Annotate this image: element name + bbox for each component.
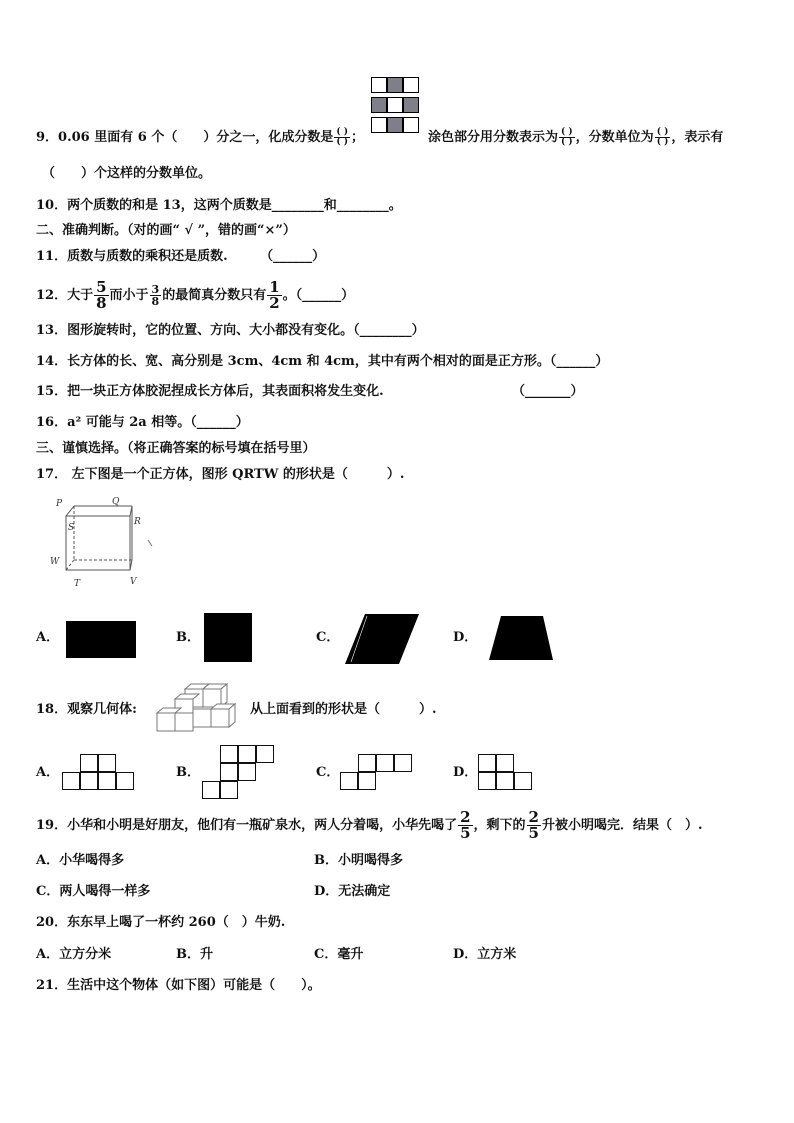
cube-label-t: T bbox=[74, 579, 81, 589]
q12-fraction-3-8: $\frac{3}{8}$ bbox=[151, 283, 160, 308]
q19-option-c[interactable]: C．两人喝得一样多 bbox=[36, 884, 151, 899]
q19-option-d[interactable]: D．无法确定 bbox=[314, 884, 391, 899]
q9-text-a: 9．0.06 里面有 6 个（ ）分之一，化成分数是 bbox=[36, 130, 334, 145]
q17-option-a[interactable]: A． bbox=[36, 630, 60, 645]
q19-option-b[interactable]: B．小明喝得多 bbox=[314, 853, 403, 868]
q9-line1: 9．0.06 里面有 6 个（ ）分之一，化成分数是 $\frac{( )}{( )}$ ； bbox=[36, 127, 365, 147]
q9-line2: （ ）个这样的分数单位。 bbox=[42, 166, 212, 181]
cube-label-v: V bbox=[130, 577, 137, 587]
q20-option-d[interactable]: D．立方米 bbox=[453, 947, 517, 962]
section3-heading: 三、谨慎选择。（将正确答案的标号填在括号里） bbox=[36, 441, 316, 456]
q20-option-c[interactable]: C．毫升 bbox=[314, 947, 364, 962]
cube-label-q: Q bbox=[112, 497, 120, 507]
q15-blank: （_______） bbox=[512, 384, 584, 399]
q9-line1-cont: 涂色部分用分数表示为 $\frac{( )}{( )}$ ，分数单位为 $\frac{( )}{( )}$ ，表示有 bbox=[428, 127, 724, 147]
q14: 14．长方体的长、宽、高分别是 3cm、4cm 和 4cm，其中有两个相对的面是正方形。（______） bbox=[36, 354, 609, 369]
q18-option-b[interactable]: B． bbox=[176, 765, 200, 780]
q13: 13．图形旋转时，它的位置、方向、大小都没有变化。（________） bbox=[36, 323, 425, 338]
q19: 19．小华和小明是好朋友，他们有一瓶矿泉水，两人分着喝，小华先喝了 $\frac{2}{5}$ ，剩下的 $\frac{2}{5}$ 升被小明喝完．结果（ ）. bbox=[36, 808, 703, 842]
cube-diagram bbox=[44, 494, 162, 590]
q21: 21．生活中这个物体（如下图）可能是（ ）。 bbox=[36, 978, 321, 993]
rectangle-shape bbox=[66, 621, 136, 658]
q12-fraction-5-8: $\frac{5}{8}$ bbox=[96, 278, 107, 312]
cube-label-r: R bbox=[134, 517, 141, 527]
q20-option-a[interactable]: A．立方分米 bbox=[36, 947, 112, 962]
q19-option-a[interactable]: A．小华喝得多 bbox=[36, 853, 125, 868]
q12-fraction-1-2: $\frac{1}{2}$ bbox=[269, 278, 280, 312]
q20-option-b[interactable]: B．升 bbox=[176, 947, 213, 962]
square-shape bbox=[204, 613, 252, 662]
q19-fraction-2-5-a: $\frac{2}{5}$ bbox=[460, 808, 471, 842]
q18-option-d[interactable]: D． bbox=[453, 765, 478, 780]
q10: 10．两个质数的和是 13，这两个质数是________和________。 bbox=[36, 198, 402, 213]
q18-option-c[interactable]: C． bbox=[316, 765, 340, 780]
q17-option-d[interactable]: D． bbox=[453, 630, 478, 645]
trapezoid-shape bbox=[489, 616, 553, 660]
stacked-cubes-figure bbox=[155, 683, 241, 735]
q9-fraction-2: $\frac{( )}{( )}$ bbox=[561, 127, 573, 147]
q18-label: 18．观察几何体: bbox=[36, 702, 137, 717]
q16: 16．a² 可能与 2a 相等。（______） bbox=[36, 415, 249, 430]
q17-option-b[interactable]: B． bbox=[176, 630, 200, 645]
cube-label-s: S bbox=[68, 523, 75, 533]
cube-label-w: W bbox=[50, 557, 60, 567]
q19-fraction-2-5-b: $\frac{2}{5}$ bbox=[528, 808, 539, 842]
q17-option-c[interactable]: C． bbox=[316, 630, 340, 645]
q12: 12．大于 $\frac{5}{8}$ 而小于 $\frac{3}{8}$ 的最简真分数只有 $\frac{1}{2}$ 。（______） bbox=[36, 278, 355, 312]
q11: 11．质数与质数的乘积还是质数. （______） bbox=[36, 249, 326, 264]
cube-label-p: P bbox=[56, 499, 63, 509]
q18-option-a[interactable]: A． bbox=[36, 765, 60, 780]
q18-question: 从上面看到的形状是（ ）. bbox=[250, 702, 437, 717]
section2-heading: 二、准确判断。（对的画“ √ ”，错的画“×”） bbox=[36, 223, 296, 238]
q20: 20．东东早上喝了一杯约 260（ ）牛奶. bbox=[36, 915, 286, 930]
q9-fraction-1: $\frac{( )}{( )}$ bbox=[336, 127, 348, 147]
q17: 17． 左下图是一个正方体，图形 QRTW 的形状是（ ）. bbox=[36, 467, 405, 482]
q9-fraction-3: $\frac{( )}{( )}$ bbox=[656, 127, 669, 147]
parallelogram-shape bbox=[345, 614, 419, 664]
q15: 15．把一块正方体胶泥捏成长方体后，其表面积将发生变化. bbox=[36, 384, 384, 399]
